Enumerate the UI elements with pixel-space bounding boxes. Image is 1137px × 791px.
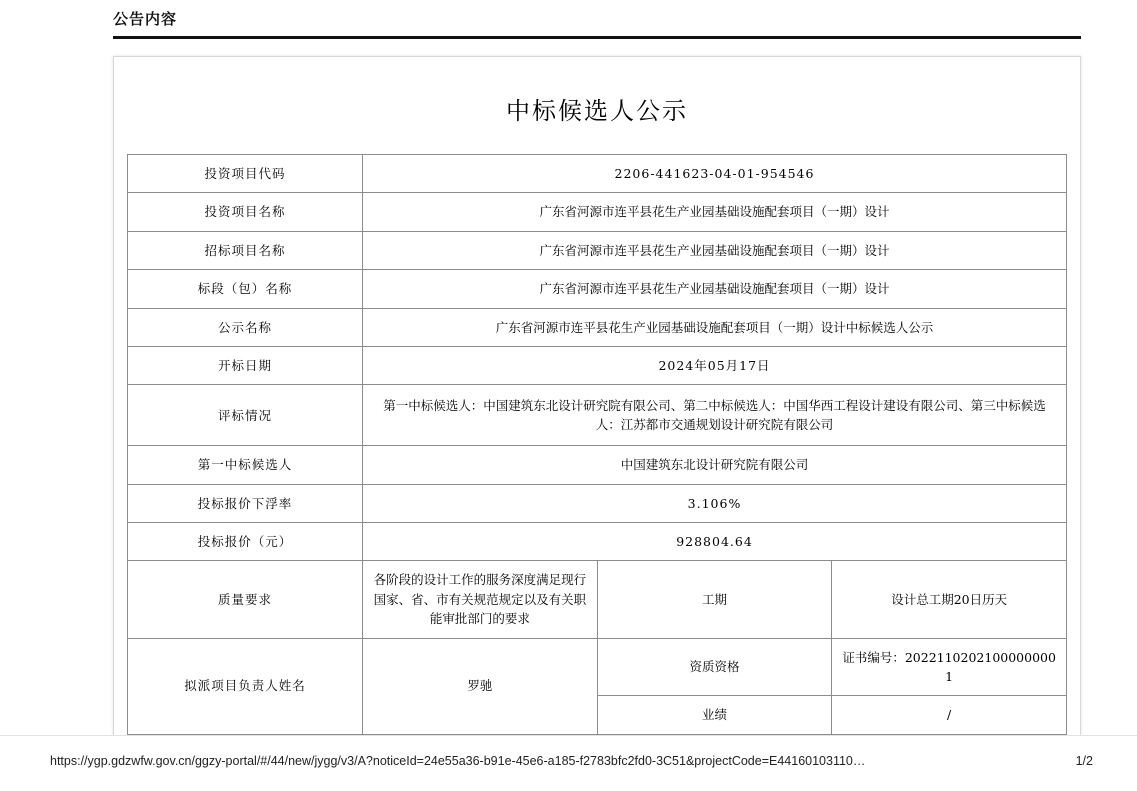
row-value: 3.106% <box>363 484 1067 522</box>
row-value: 广东省河源市连平县花生产业园基础设施配套项目（一期）设计 <box>363 270 1067 308</box>
row-label: 评标情况 <box>128 385 363 446</box>
row-label: 投标报价（元） <box>128 523 363 561</box>
row-label: 投资项目名称 <box>128 193 363 231</box>
table-row <box>128 193 1067 231</box>
row-label: 招标项目名称 <box>128 231 363 269</box>
status-url: https://ygp.gdzwfw.gov.cn/ggzy-portal/#/44/new/jygg/v3/A?noticeId=24e55a36-b91e-45e6-a185-f2783bfc2fd0-3C51&projectCode=E44160103110… <box>50 754 866 768</box>
row-value: 2206-441623-04-01-954546 <box>363 155 1067 193</box>
row-value: 广东省河源市连平县花生产业园基础设施配套项目（一期）设计 <box>363 231 1067 269</box>
table-row <box>128 484 1067 522</box>
row-value: 中国建筑东北设计研究院有限公司 <box>363 446 1067 484</box>
row-label: 标段（包）名称 <box>128 270 363 308</box>
status-bar <box>0 735 1137 791</box>
page-indicator: 1/2 <box>1075 754 1093 768</box>
row-label-secondary: 工期 <box>597 561 832 638</box>
row-label: 第一中标候选人 <box>128 446 363 484</box>
row-value: 2024年05月17日 <box>363 346 1067 384</box>
row-value-secondary: 设计总工期20日历天 <box>832 561 1067 638</box>
table-row-manager <box>128 638 1067 696</box>
row-label: 拟派项目负责人姓名 <box>128 638 363 734</box>
row-value: 第一中标候选人：中国建筑东北设计研究院有限公司、第二中标候选人：中国华西工程设计建设有限公司、第三中标候选人：江苏都市交通规划设计研究院有限公司 <box>363 385 1067 446</box>
row-label: 开标日期 <box>128 346 363 384</box>
document-title: 中标候选人公示 <box>506 97 688 125</box>
table-row <box>128 270 1067 308</box>
page-header <box>113 8 1081 39</box>
row-value: 广东省河源市连平县花生产业园基础设施配套项目（一期）设计 <box>363 193 1067 231</box>
sub-row-label: 资质资格 <box>597 638 832 696</box>
table-row <box>128 346 1067 384</box>
row-value: 928804.64 <box>363 523 1067 561</box>
row-label: 投标报价下浮率 <box>128 484 363 522</box>
table-row-quality <box>128 561 1067 638</box>
announcement-table <box>127 154 1067 736</box>
table-row <box>128 308 1067 346</box>
header-divider <box>113 36 1081 39</box>
manager-name: 罗驰 <box>363 638 598 734</box>
document-sheet <box>113 56 1081 736</box>
row-label: 公示名称 <box>128 308 363 346</box>
table-row <box>128 446 1067 484</box>
row-label: 投资项目代码 <box>128 155 363 193</box>
sub-row-label: 业绩 <box>597 696 832 734</box>
sub-row-value: / <box>832 696 1067 734</box>
row-label: 质量要求 <box>128 561 363 638</box>
page-title: 公告内容 <box>113 11 178 28</box>
table-row <box>128 523 1067 561</box>
table-row <box>128 231 1067 269</box>
table-row <box>128 155 1067 193</box>
sub-row-value: 证书编号：20221102021000000001 <box>832 638 1067 696</box>
row-value: 广东省河源市连平县花生产业园基础设施配套项目（一期）设计中标候选人公示 <box>363 308 1067 346</box>
table-row <box>128 385 1067 446</box>
row-value: 各阶段的设计工作的服务深度满足现行国家、省、市有关规范规定以及有关职能审批部门的要求 <box>363 561 598 638</box>
